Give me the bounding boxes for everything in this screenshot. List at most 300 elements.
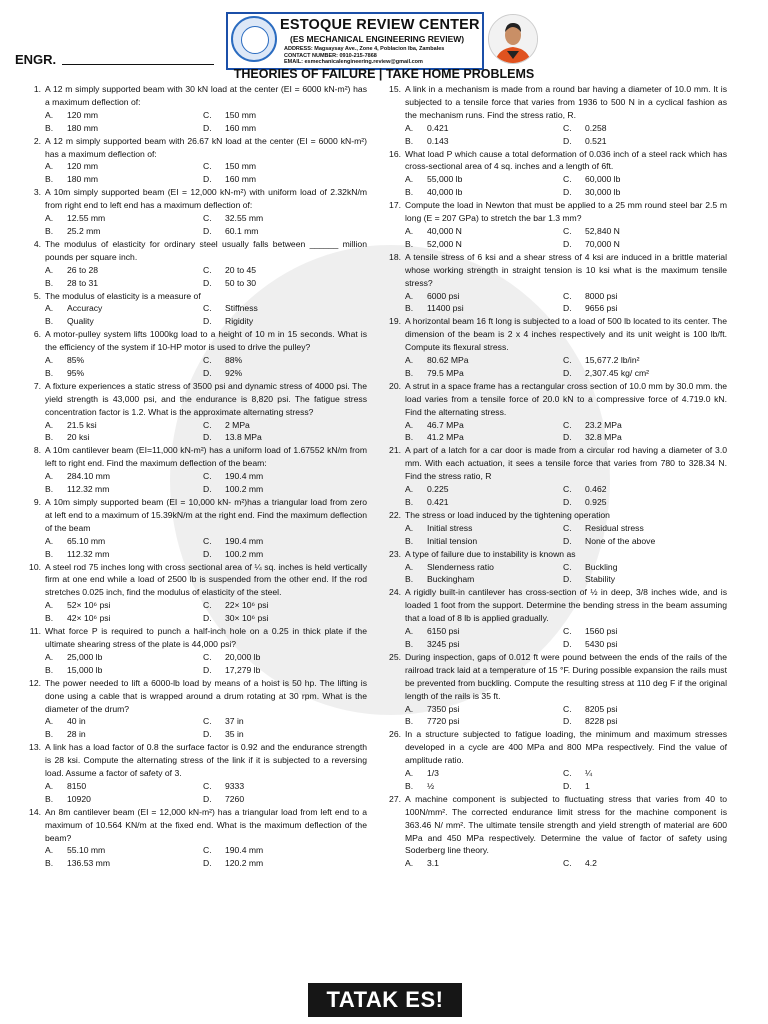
option-letter: A. xyxy=(45,419,54,430)
question-number: 25. xyxy=(389,651,401,662)
answer-option xyxy=(405,522,563,535)
left-column xyxy=(29,83,367,870)
option-value: 7260 xyxy=(225,793,245,804)
option-value: 0.143 xyxy=(427,135,449,146)
answer-option xyxy=(45,122,203,135)
option-value: 100.2 mm xyxy=(225,548,264,559)
question-body: A machine component is subjected to fluctuating stress that varies from 40 to 100N/mm². The corrected endurance limit stress for the machine component is 363.46 N/ mm². The ultimate tensile strength and yield strength of material are 600 MPa and 450 MPa respectively. Determine the value of factor of safety using Soderberg line theory. xyxy=(405,793,727,856)
question-text xyxy=(389,83,727,122)
option-value: 8150 xyxy=(67,780,87,791)
option-value: 20 to 45 xyxy=(225,264,257,275)
option-letter: B. xyxy=(45,316,54,327)
option-value: 0.462 xyxy=(585,484,607,495)
answer-option xyxy=(563,290,727,303)
question-item xyxy=(389,251,727,316)
question-body: A tensile stress of 6 ksi and a shear stress of 4 ksi are induced in a brittle material whose working strength in straight tension is 10 ksi what is the maximum tensile stress? xyxy=(405,251,727,288)
question-number: 2. xyxy=(33,135,41,146)
option-letter: C. xyxy=(563,225,572,236)
answer-option xyxy=(203,612,367,625)
question-item xyxy=(33,83,367,135)
answer-option xyxy=(405,238,563,251)
question-text xyxy=(33,186,367,212)
option-letter: D. xyxy=(203,367,212,378)
answer-options xyxy=(45,302,367,328)
center-subtitle: (ES MECHANICAL ENGINEERING REVIEW) xyxy=(290,34,465,44)
option-letter: C. xyxy=(203,651,212,662)
question-number: 1. xyxy=(33,84,41,94)
question-text xyxy=(389,793,727,858)
answer-option xyxy=(563,135,727,148)
answer-options xyxy=(405,419,727,445)
question-number: 7. xyxy=(33,380,41,391)
question-number: 4. xyxy=(33,238,41,249)
option-value: 4.2 xyxy=(585,858,597,869)
answer-option xyxy=(563,857,727,870)
option-letter: C. xyxy=(203,161,212,172)
answer-option xyxy=(45,651,203,664)
option-letter: A. xyxy=(45,780,54,791)
answer-option xyxy=(405,354,563,367)
option-letter: A. xyxy=(405,561,414,572)
option-letter: B. xyxy=(45,548,54,559)
answer-option xyxy=(563,638,727,651)
question-item xyxy=(29,677,367,742)
option-letter: C. xyxy=(563,768,572,779)
answer-option xyxy=(405,135,563,148)
question-number: 13. xyxy=(29,742,41,753)
question-number: 12. xyxy=(29,677,41,688)
question-item xyxy=(29,561,367,626)
option-value: 25,000 lb xyxy=(67,651,103,662)
question-text xyxy=(29,806,367,845)
option-letter: C. xyxy=(563,122,572,133)
answer-option xyxy=(203,277,367,290)
option-value: 0.225 xyxy=(427,484,449,495)
option-value: 120 mm xyxy=(67,161,99,172)
option-value: 92% xyxy=(225,367,243,378)
answer-option xyxy=(563,238,727,251)
option-value: 180 mm xyxy=(67,122,99,133)
option-letter: B. xyxy=(45,432,54,443)
option-letter: D. xyxy=(203,548,212,559)
answer-option xyxy=(45,315,203,328)
option-value: Accuracy xyxy=(67,303,103,314)
option-value: 6150 psi xyxy=(427,626,460,637)
answer-option xyxy=(203,264,367,277)
option-value: 1 xyxy=(585,780,590,791)
question-body: An 8m cantilever beam (EI = 12,000 kN-m²) has a triangular load from left end to a maximum of 10.564 KN/m at the fixed end. What is the maximum deflection of the beam? xyxy=(45,806,367,843)
question-number: 20. xyxy=(389,380,401,391)
question-text xyxy=(389,728,727,767)
answer-option xyxy=(203,419,367,432)
answer-option xyxy=(203,315,367,328)
question-text xyxy=(33,290,367,303)
answer-option xyxy=(203,535,367,548)
answer-option xyxy=(203,212,367,225)
question-number: 9. xyxy=(33,497,41,507)
option-letter: B. xyxy=(405,367,414,378)
answer-option xyxy=(203,354,367,367)
question-text xyxy=(33,238,367,264)
answer-option xyxy=(203,470,367,483)
question-item xyxy=(33,238,367,290)
option-value: 65.10 mm xyxy=(67,535,106,546)
option-value: 88% xyxy=(225,355,243,366)
question-text xyxy=(33,444,367,470)
option-letter: A. xyxy=(45,303,54,314)
option-value: 7720 psi xyxy=(427,716,460,727)
option-value: 23.2 MPa xyxy=(585,419,622,430)
name-blank-line xyxy=(62,64,214,65)
option-letter: C. xyxy=(563,626,572,637)
option-letter: B. xyxy=(45,174,54,185)
answer-option xyxy=(203,431,367,444)
option-value: Stability xyxy=(585,574,616,585)
option-value: Initial tension xyxy=(427,535,478,546)
answer-option xyxy=(405,496,563,509)
option-value: Initial stress xyxy=(427,522,473,533)
question-body: A type of failure due to instability is known as xyxy=(405,548,576,559)
option-value: Stiffness xyxy=(225,303,258,314)
option-value: 95% xyxy=(67,367,85,378)
option-value: 11400 psi xyxy=(427,303,464,314)
option-letter: C. xyxy=(203,303,212,314)
answer-option xyxy=(405,767,563,780)
option-letter: A. xyxy=(405,355,414,366)
option-value: 8228 psi xyxy=(585,716,618,727)
option-value: 52,840 N xyxy=(585,225,620,236)
option-value: 15,677.2 lb/in² xyxy=(585,355,640,366)
question-body: In a structure subjected to fatigue loading, the minimum and maximum stresses developed in a cycle are 400 MPa and 800 MPa respectively. Find the value of amplitude ratio. xyxy=(405,729,727,766)
option-letter: A. xyxy=(405,419,414,430)
option-letter: C. xyxy=(203,264,212,275)
option-letter: D. xyxy=(563,535,572,546)
option-letter: A. xyxy=(405,122,414,133)
option-value: 60,000 lb xyxy=(585,174,621,185)
question-body: A 10m simply supported beam (EI = 12,000 kN-m²) with uniform load of 2.32kN/m from right end to left end has a maximum deflection of: xyxy=(45,187,367,211)
footer-banner: TATAK ES! xyxy=(308,983,462,1017)
option-letter: C. xyxy=(203,355,212,366)
option-value: 70,000 N xyxy=(585,238,620,249)
option-value: 50 to 30 xyxy=(225,277,257,288)
option-letter: D. xyxy=(203,613,212,624)
answer-option xyxy=(45,431,203,444)
question-item xyxy=(389,380,727,445)
option-value: 10920 xyxy=(67,793,91,804)
option-letter: D. xyxy=(563,716,572,727)
option-letter: C. xyxy=(203,109,212,120)
option-letter: B. xyxy=(45,225,54,236)
question-item xyxy=(33,290,367,329)
option-letter: B. xyxy=(45,122,54,133)
question-body: A fixture experiences a static stress of 3500 psi and dynamic stress of 4000 psi. The yield strength is 43,000 psi, and the endurance is 8,820 psi. The fatigue stress concentration factor is 1.2. What is the approximate alternating stress? xyxy=(45,380,367,417)
option-letter: B. xyxy=(405,574,414,585)
option-value: 35 in xyxy=(225,729,244,740)
option-letter: A. xyxy=(405,768,414,779)
question-text xyxy=(389,586,727,625)
answer-option xyxy=(405,302,563,315)
question-body: A link has a load factor of 0.8 the surface factor is 0.92 and the endurance strength is 28 ksi. Compute the alternating stress of the link if it is subjected to a reversing load. Assume a factor of safety of 3. xyxy=(45,742,367,779)
option-value: 2,307.45 kg/ cm² xyxy=(585,367,650,378)
answer-option xyxy=(203,599,367,612)
option-letter: D. xyxy=(563,187,572,198)
option-value: 190.4 mm xyxy=(225,471,264,482)
option-value: 9656 psi xyxy=(585,303,618,314)
question-body: A horizontal beam 16 ft long is subjected to a load of 500 lb located to its center. The dimension of the beam is 2 x 4 inches respectively and its unit weight is 100 lb/ft. Compute its flexural stress. xyxy=(405,316,727,353)
answer-option xyxy=(563,483,727,496)
option-letter: D. xyxy=(203,793,212,804)
answer-option xyxy=(563,431,727,444)
answer-option xyxy=(45,225,203,238)
answer-options xyxy=(405,483,727,509)
option-letter: A. xyxy=(405,290,414,301)
engr-label: ENGR. xyxy=(15,52,57,67)
question-item xyxy=(389,728,727,793)
answer-option xyxy=(563,354,727,367)
question-text xyxy=(33,496,367,535)
answer-options xyxy=(405,767,727,793)
question-item xyxy=(389,83,727,148)
answer-options xyxy=(45,651,367,677)
question-item xyxy=(29,806,367,871)
question-number: 26. xyxy=(389,729,401,740)
option-value: 30,000 lb xyxy=(585,187,621,198)
option-letter: A. xyxy=(45,600,54,611)
question-text xyxy=(389,380,727,419)
answer-options xyxy=(45,470,367,496)
option-value: 40 in xyxy=(67,716,86,727)
answer-option xyxy=(563,522,727,535)
answer-option xyxy=(45,367,203,380)
answer-option xyxy=(203,780,367,793)
option-letter: A. xyxy=(405,174,414,185)
answer-options xyxy=(45,599,367,625)
answer-option xyxy=(203,302,367,315)
question-body: The modulus of elasticity is a measure of xyxy=(45,290,201,301)
answer-option xyxy=(203,109,367,122)
option-letter: A. xyxy=(45,651,54,662)
option-value: 52× 10⁶ psi xyxy=(67,600,111,611)
option-value: Rigidity xyxy=(225,316,254,327)
answer-option xyxy=(45,599,203,612)
option-letter: A. xyxy=(405,703,414,714)
question-number: 15. xyxy=(389,84,401,94)
option-value: 85% xyxy=(67,355,85,366)
question-number: 18. xyxy=(389,251,401,262)
answer-option xyxy=(563,496,727,509)
question-number: 23. xyxy=(389,548,401,559)
option-value: Buckling xyxy=(585,561,618,572)
answer-option xyxy=(405,625,563,638)
option-letter: D. xyxy=(563,638,572,649)
answer-option xyxy=(203,122,367,135)
option-letter: D. xyxy=(203,729,212,740)
answer-option xyxy=(203,367,367,380)
option-value: Buckingham xyxy=(427,574,475,585)
answer-option xyxy=(45,728,203,741)
option-letter: D. xyxy=(563,367,572,378)
option-letter: D. xyxy=(203,225,212,236)
option-letter: B. xyxy=(45,664,54,675)
answer-option xyxy=(203,664,367,677)
question-body: A 12 m simply supported beam with 30 kN load at the center (EI = 6000 kN-m²) has a maximum deflection of: xyxy=(45,84,367,107)
avatar xyxy=(488,14,538,64)
answer-options xyxy=(45,780,367,806)
answer-option xyxy=(45,277,203,290)
question-item xyxy=(389,148,727,200)
option-letter: C. xyxy=(203,780,212,791)
option-letter: B. xyxy=(405,187,414,198)
question-body: What load P which cause a total deformation of 0.036 inch of a steel rack which has cross-sectional area of 4 sq. inches and a length of 6ft. xyxy=(405,148,727,172)
answer-option xyxy=(45,793,203,806)
option-value: 40,000 N xyxy=(427,225,462,236)
option-value: 112.32 mm xyxy=(67,484,110,495)
option-value: 21.5 ksi xyxy=(67,419,97,430)
question-text xyxy=(33,328,367,354)
answer-option xyxy=(405,638,563,651)
option-letter: B. xyxy=(405,638,414,649)
answer-option xyxy=(563,122,727,135)
option-value: 80.62 MPa xyxy=(427,355,469,366)
question-body: A strut in a space frame has a rectangular cross section of 10.0 mm by 30.0 mm. the load varies from a tensile force of 20.0 kN to a compressive force of 4.719.0 kN. Find the alternating stress. xyxy=(405,380,727,417)
address-line: ADDRESS: Magsaysay Ave., Zone 4, Poblacion Iba, Zambales xyxy=(284,46,445,52)
option-value: 1560 psi xyxy=(585,626,618,637)
question-number: 17. xyxy=(389,200,401,211)
option-value: 8000 psi xyxy=(585,290,618,301)
option-value: 3.1 xyxy=(427,858,439,869)
question-text xyxy=(29,741,367,780)
option-letter: A. xyxy=(405,484,414,495)
answer-options xyxy=(45,535,367,561)
option-letter: C. xyxy=(203,213,212,224)
option-letter: B. xyxy=(45,277,54,288)
option-letter: A. xyxy=(45,535,54,546)
option-value: 42× 10⁶ psi xyxy=(67,613,111,624)
question-text xyxy=(29,625,367,651)
answer-option xyxy=(563,561,727,574)
option-value: 112.32 mm xyxy=(67,548,110,559)
question-number: 3. xyxy=(33,187,41,198)
question-item xyxy=(389,509,727,548)
question-number: 6. xyxy=(33,329,41,340)
option-letter: B. xyxy=(405,432,414,443)
answer-option xyxy=(405,122,563,135)
option-letter: B. xyxy=(405,780,414,791)
question-number: 10. xyxy=(29,561,41,572)
option-letter: A. xyxy=(45,471,54,482)
option-value: 120.2 mm xyxy=(225,858,264,869)
answer-option xyxy=(203,715,367,728)
option-value: 1/3 xyxy=(427,768,439,779)
option-value: 25.2 mm xyxy=(67,225,101,236)
option-value: 6000 psi xyxy=(427,290,460,301)
option-value: 190.4 mm xyxy=(225,535,264,546)
question-number: 24. xyxy=(389,587,401,598)
option-value: 20,000 lb xyxy=(225,651,261,662)
answer-options xyxy=(405,290,727,316)
question-text xyxy=(389,509,727,522)
answer-options xyxy=(405,561,727,587)
option-value: ½ xyxy=(427,780,435,791)
option-letter: A. xyxy=(45,716,54,727)
question-item xyxy=(389,651,727,728)
question-item xyxy=(33,444,367,496)
option-letter: B. xyxy=(405,497,414,507)
option-letter: D. xyxy=(203,316,212,327)
header-box xyxy=(226,12,484,70)
answer-option xyxy=(405,225,563,238)
answer-option xyxy=(203,857,367,870)
page-title: THEORIES OF FAILURE | TAKE HOME PROBLEMS xyxy=(233,67,535,81)
option-letter: C. xyxy=(563,355,572,366)
question-text xyxy=(33,83,367,109)
answer-option xyxy=(45,302,203,315)
option-value: 150 mm xyxy=(225,109,257,120)
option-value: 12.55 mm xyxy=(67,213,106,224)
option-value: 28 to 31 xyxy=(67,277,99,288)
option-letter: D. xyxy=(203,664,212,675)
option-letter: B. xyxy=(45,613,54,624)
option-value: 284.10 mm xyxy=(67,471,110,482)
center-name: ESTOQUE REVIEW CENTER xyxy=(280,17,480,33)
answer-option xyxy=(45,483,203,496)
option-letter: D. xyxy=(203,484,212,495)
answer-options xyxy=(45,160,367,186)
review-center-logo xyxy=(231,16,277,62)
option-letter: C. xyxy=(563,522,572,533)
option-letter: D. xyxy=(203,432,212,443)
question-item xyxy=(33,496,367,561)
question-body: A 10m simply supported beam (EI = 10,000 kN- m²)has a triangular load from zero at left end to a maximum of 15.39kN/m at the right end. Find the maximum deflection of the beam xyxy=(45,497,367,533)
option-value: 150 mm xyxy=(225,161,257,172)
question-body: A steel rod 75 inches long with cross sectional area of ¼ sq. inches is held vertically firm at one end while a load of 2500 lb is suspended from the other end. If the rod stretches 0.025 inch, find the modulus of elasticity of the steel. xyxy=(45,561,367,598)
answer-option xyxy=(405,561,563,574)
option-letter: B. xyxy=(45,729,54,740)
answer-options xyxy=(45,264,367,290)
option-value: 20 ksi xyxy=(67,432,90,443)
answer-option xyxy=(405,703,563,716)
option-letter: B. xyxy=(45,858,54,869)
question-item xyxy=(33,186,367,238)
question-text xyxy=(389,148,727,174)
question-item xyxy=(389,548,727,587)
answer-options xyxy=(405,225,727,251)
option-letter: C. xyxy=(563,174,572,185)
option-value: 32.55 mm xyxy=(225,213,264,224)
option-value: 0.421 xyxy=(427,122,449,133)
answer-option xyxy=(405,173,563,186)
option-letter: A. xyxy=(405,522,414,533)
option-value: 26 to 28 xyxy=(67,264,99,275)
option-letter: A. xyxy=(45,213,54,224)
option-letter: A. xyxy=(45,845,54,856)
answer-option xyxy=(405,186,563,199)
option-value: 40,000 lb xyxy=(427,187,463,198)
option-letter: A. xyxy=(405,858,414,869)
option-value: 2 MPa xyxy=(225,419,250,430)
email-line: EMAIL: esmechanicalengineering.review@gmail.com xyxy=(284,59,423,65)
answer-option xyxy=(563,302,727,315)
answer-option xyxy=(405,290,563,303)
answer-options xyxy=(45,109,367,135)
option-value: 3245 psi xyxy=(427,638,460,649)
question-item xyxy=(33,380,367,445)
option-value: 79.5 MPa xyxy=(427,367,464,378)
question-body: A rigidly built-in cantilever has cross-section of ½ in deep, 3/8 inches wide, and is loaded 1 foot from the support. Determine the bending stress in the beam assuming that a load of 8 lb is applied gradually. xyxy=(405,587,727,624)
question-number: 21. xyxy=(389,445,401,456)
question-item xyxy=(389,586,727,651)
question-number: 27. xyxy=(389,793,401,804)
